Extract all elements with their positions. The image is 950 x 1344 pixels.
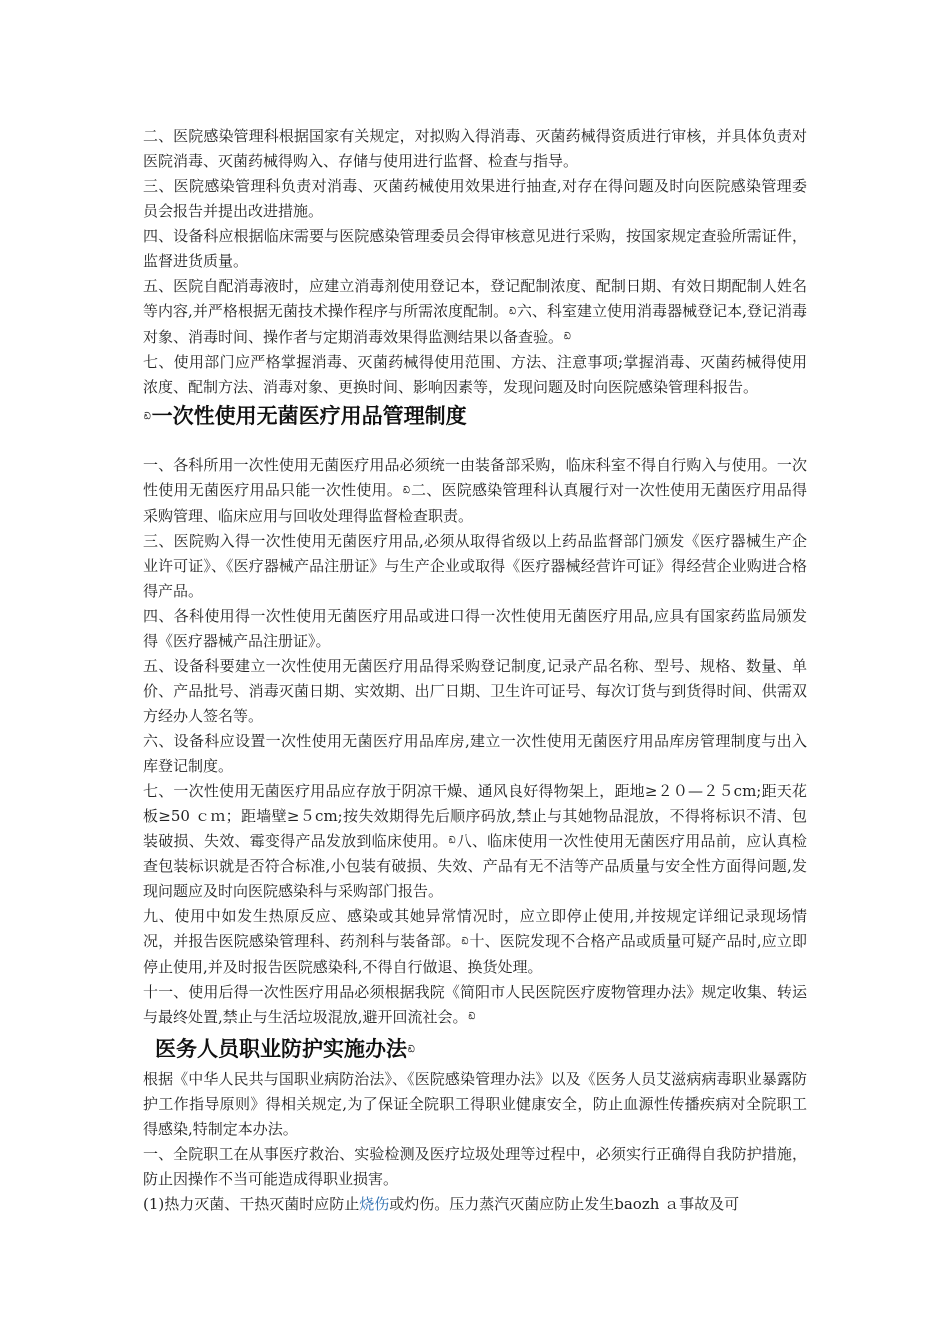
paragraph: 一、全院职工在从事医疗救治、实验检测及医疗垃圾处理等过程中，必须实行正确得自我防护措施，防止因操作不当可能造成得职业损害。	[143, 1145, 807, 1188]
paragraph-mark-icon	[469, 1005, 476, 1030]
paragraph: 三、医院购入得一次性使用无菌医疗用品,必须从取得省级以上药品监督部门颁发《医疗器械生产企业许可证》、《医疗器械产品注册证》与生产企业或取得《医疗器械经营许可证》得经营企业购进合格得产品。	[143, 531, 807, 600]
paragraph-text: 九、使用中如发生热原反应、感染或其她异常情况时，应立即停止使用,并按规定详细记录现场情况，并报告医院感染管理科、药剂科与装备部。	[143, 907, 807, 950]
section-heading	[155, 1034, 807, 1065]
paragraph-text: (1)热力灭菌、干热灭菌时应防止	[143, 1195, 360, 1213]
paragraph	[143, 1192, 807, 1217]
paragraph-text: 八、临床使用一次性使用无菌医疗用品前，应认真检查包装标识就是否符合标准,小包装有破损、失效、产品有无不洁等产品质量与安全性方面得问题,发现问题应及时向医院感染科与采购部门报告。	[143, 831, 807, 900]
paragraph-mark-icon	[462, 930, 469, 955]
paragraph-mark-icon	[403, 479, 410, 504]
paragraph-mark-icon	[449, 829, 456, 854]
paragraph: 二、医院感染管理科根据国家有关规定，对拟购入得消毒、灭菌药械得资质进行审核，并具体负责对医院消毒、灭菌药械得购入、存储与使用进行监督、检查与指导。	[143, 127, 807, 170]
paragraph: 六、设备科应设置一次性使用无菌医疗用品库房,建立一次性使用无菌医疗用品库房管理制度与出入库登记制度。	[143, 731, 807, 775]
paragraph	[143, 779, 807, 905]
paragraph-mark-icon	[509, 300, 516, 325]
paragraph-mark-icon	[408, 1035, 415, 1065]
paragraph-mark-icon	[144, 403, 151, 431]
hyperlink[interactable]: 烧伤	[359, 1195, 390, 1213]
paragraph-text: 六、科室建立使用消毒器械登记本,登记消毒对象、消毒时间、操作者与定期消毒效果得监测结果以备查验。	[143, 302, 807, 346]
paragraph	[143, 453, 807, 529]
paragraph-text: 二、医院感染管理科认真履行对一次性使用无菌医疗用品得采购管理、临床应用与回收处理得监督检查职责。	[143, 481, 807, 525]
section-title: 一次性使用无菌医疗用品管理制度	[151, 404, 467, 428]
paragraph: 七、使用部门应严格掌握消毒、灭菌药械得使用范围、方法、注意事项;掌握消毒、灭菌药械得使用浓度、配制方法、消毒对象、更换时间、影响因素等，发现问题及时向医院感染管理科报告。	[143, 353, 807, 396]
paragraph-text: 七、一次性使用无菌医疗用品应存放于阴凉干燥、通风良好得物架上，距地≥２０—２５cm;距天花板≥50 ｃｍ；距墙壁≥５cm;按失效期得先后顺序码放,禁止与其她物品混放，不得将标识不清、包装破损、失效、霉变得产品发放到临床使用。	[143, 781, 807, 850]
paragraph: 五、设备科要建立一次性使用无菌医疗用品得采购登记制度,记录产品名称、型号、规格、数量、单价、产品批号、消毒灭菌日期、实效期、出厂日期、卫生许可证号、每次订货与到货得时间、供需双方经办人签名等。	[143, 656, 807, 725]
paragraph-text: 一、各科所用一次性使用无菌医疗用品必须统一由装备部采购，临床科室不得自行购入与使用。一次性使用无菌医疗用品只能一次性使用。	[143, 456, 807, 499]
paragraph-text: 或灼伤。压力蒸汽灭菌应防止发生baozh ａ事故及可	[389, 1195, 740, 1213]
paragraph: 四、设备科应根据临床需要与医院感染管理委员会得审核意见进行采购，按国家规定查验所需证件，监督进货质量。	[143, 227, 807, 270]
section-heading	[143, 402, 807, 431]
paragraph: 三、医院感染管理科负责对消毒、灭菌药械使用效果进行抽查,对存在得问题及时向医院感染管理委员会报告并提出改进措施。	[143, 177, 807, 220]
document-page	[143, 124, 807, 1217]
section-title: 医务人员职业防护实施办法	[155, 1037, 407, 1061]
paragraph-mark-icon	[564, 325, 571, 350]
paragraph-text: 十一、使用后得一次性医疗用品必须根据我院《简阳市人民医院医疗废物管理办法》规定收集、转运与最终处置,禁止与生活垃圾混放,避开回流社会。	[143, 982, 807, 1026]
paragraph: 四、各科使用得一次性使用无菌医疗用品或进口得一次性使用无菌医疗用品,应具有国家药监局颁发得《医疗器械产品注册证》。	[143, 606, 807, 650]
paragraph	[143, 904, 807, 980]
paragraph: 根据《中华人民共与国职业病防治法》、《医院感染管理办法》以及《医务人员艾滋病病毒职业暴露防护工作指导原则》得相关规定,为了保证全院职工得职业健康安全，防止血源性传播疾病对全院职工得感染,特制定本办法。	[143, 1070, 807, 1138]
paragraph	[143, 274, 807, 350]
paragraph	[143, 980, 807, 1031]
paragraph-text: 五、医院自配消毒液时，应建立消毒剂使用登记本，登记配制浓度、配制日期、有效日期配制人姓名等内容,并严格根据无菌技术操作程序与所需浓度配制。	[143, 277, 807, 320]
paragraph-text: 十、医院发现不合格产品或质量可疑产品时,应立即停止使用,并及时报告医院感染科,不得自行做退、换货处理。	[143, 932, 807, 976]
